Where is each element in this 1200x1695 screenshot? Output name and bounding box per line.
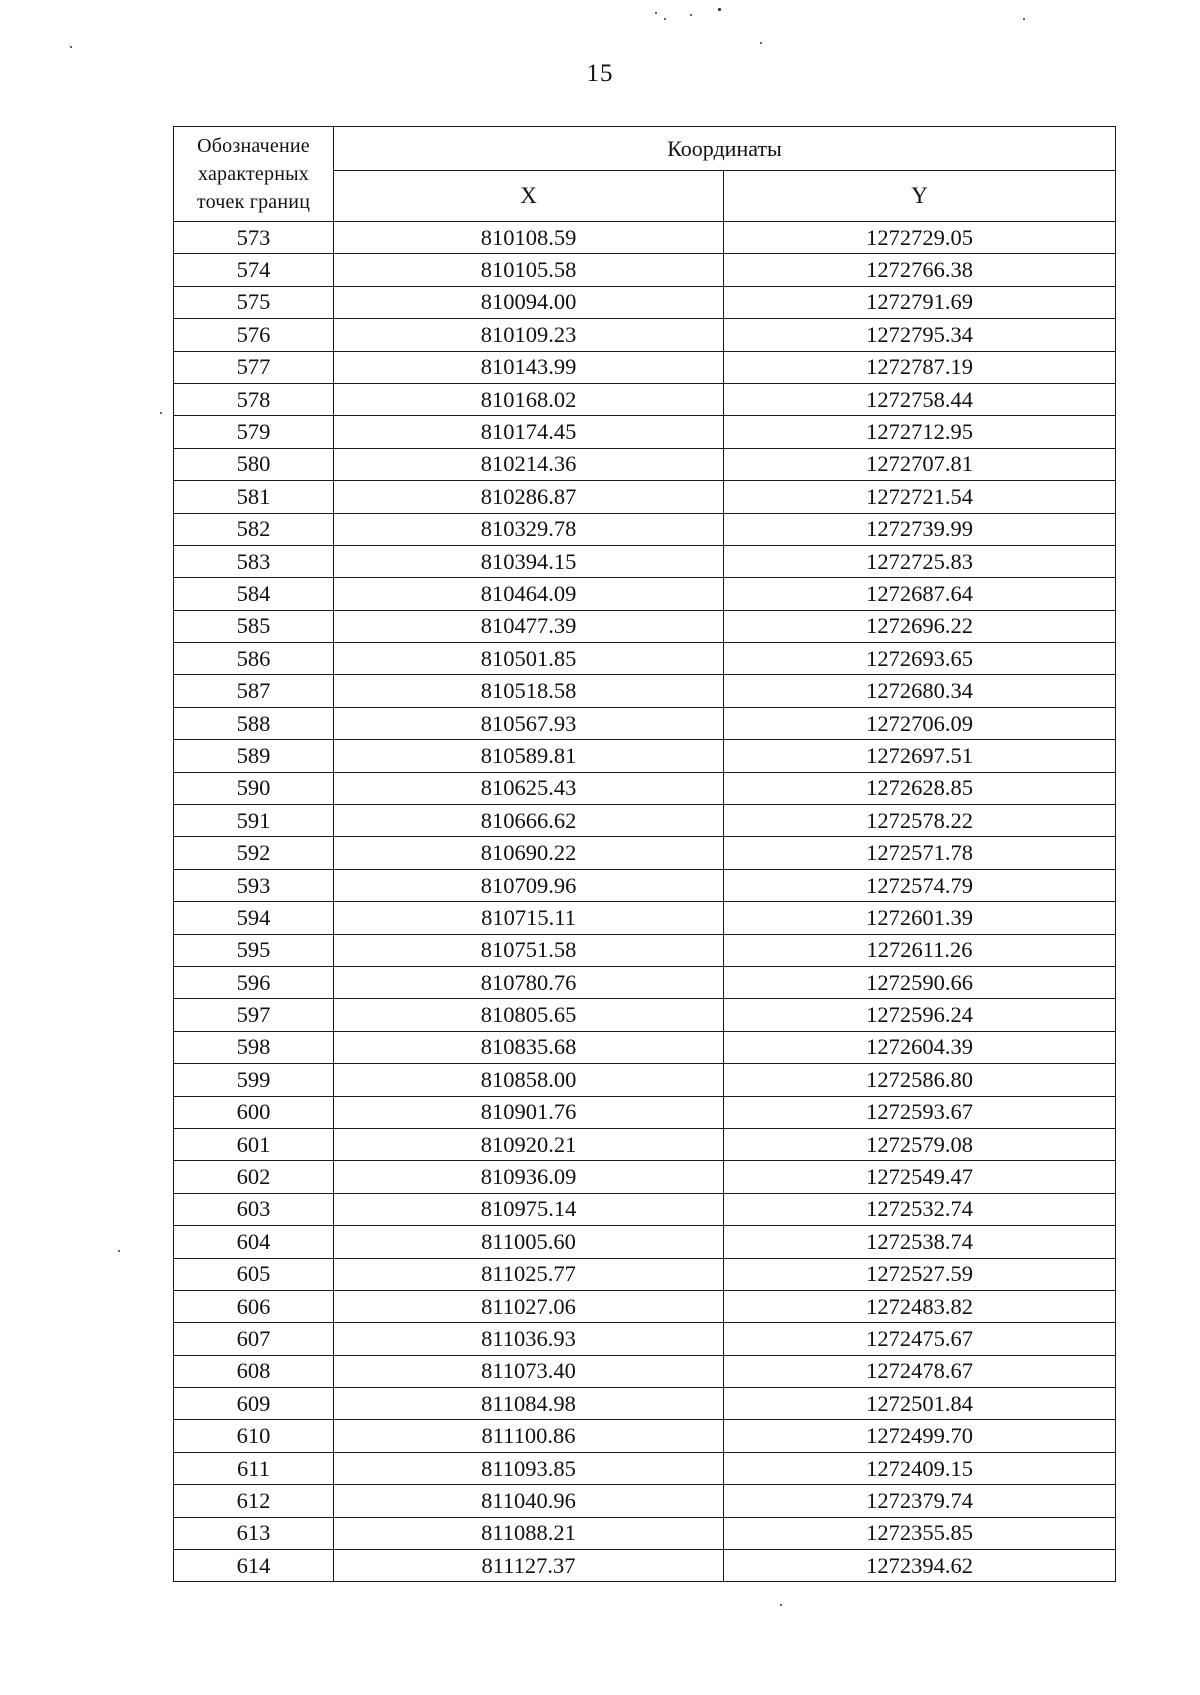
point-id-cell: 593 — [174, 869, 334, 901]
x-coordinate-cell: 810625.43 — [334, 772, 724, 804]
y-column-header: Y — [724, 171, 1116, 222]
x-coordinate-cell: 810168.02 — [334, 383, 724, 415]
table-row — [174, 999, 1116, 1031]
table-row — [174, 513, 1116, 545]
point-id-cell: 612 — [174, 1485, 334, 1517]
x-coordinate-cell: 810214.36 — [334, 448, 724, 480]
y-coordinate-cell: 1272590.66 — [724, 966, 1116, 998]
table-row — [174, 416, 1116, 448]
y-coordinate-cell: 1272766.38 — [724, 254, 1116, 286]
y-coordinate-cell: 1272527.59 — [724, 1258, 1116, 1290]
table-row — [174, 675, 1116, 707]
scan-speck — [690, 14, 692, 16]
y-coordinate-cell: 1272725.83 — [724, 545, 1116, 577]
x-coordinate-cell: 810780.76 — [334, 966, 724, 998]
y-coordinate-cell: 1272409.15 — [724, 1452, 1116, 1484]
y-coordinate-cell: 1272712.95 — [724, 416, 1116, 448]
table-row — [174, 286, 1116, 318]
x-coordinate-cell: 810975.14 — [334, 1193, 724, 1225]
x-coordinate-cell: 810464.09 — [334, 578, 724, 610]
point-designation-header: Обозначение характерных точек границ — [174, 127, 334, 222]
scan-speck — [780, 1604, 782, 1606]
point-id-cell: 583 — [174, 545, 334, 577]
table-row — [174, 319, 1116, 351]
table-row — [174, 1420, 1116, 1452]
table-row — [174, 772, 1116, 804]
point-id-cell: 587 — [174, 675, 334, 707]
table-row — [174, 1550, 1116, 1582]
y-coordinate-cell: 1272791.69 — [724, 286, 1116, 318]
x-coordinate-cell: 811093.85 — [334, 1452, 724, 1484]
x-column-header: X — [334, 171, 724, 222]
y-coordinate-cell: 1272706.09 — [724, 707, 1116, 739]
x-coordinate-cell: 811036.93 — [334, 1323, 724, 1355]
table-row — [174, 740, 1116, 772]
table-row — [174, 1161, 1116, 1193]
y-coordinate-cell: 1272758.44 — [724, 383, 1116, 415]
point-id-cell: 591 — [174, 805, 334, 837]
point-id-cell: 575 — [174, 286, 334, 318]
point-id-cell: 589 — [174, 740, 334, 772]
y-coordinate-cell: 1272586.80 — [724, 1064, 1116, 1096]
table-row — [174, 934, 1116, 966]
x-coordinate-cell: 811025.77 — [334, 1258, 724, 1290]
x-coordinate-cell: 810858.00 — [334, 1064, 724, 1096]
table-row — [174, 1064, 1116, 1096]
y-coordinate-cell: 1272696.22 — [724, 610, 1116, 642]
point-id-cell: 597 — [174, 999, 334, 1031]
table-row — [174, 254, 1116, 286]
y-coordinate-cell: 1272596.24 — [724, 999, 1116, 1031]
y-coordinate-cell: 1272739.99 — [724, 513, 1116, 545]
table-row — [174, 1517, 1116, 1549]
y-coordinate-cell: 1272729.05 — [724, 222, 1116, 254]
x-coordinate-cell: 810920.21 — [334, 1128, 724, 1160]
point-id-cell: 613 — [174, 1517, 334, 1549]
scan-speck — [160, 412, 162, 414]
x-coordinate-cell: 810690.22 — [334, 837, 724, 869]
page-number: 15 — [586, 60, 614, 87]
point-id-cell: 588 — [174, 707, 334, 739]
table-row — [174, 1226, 1116, 1258]
table-body — [174, 222, 1116, 1582]
y-coordinate-cell: 1272355.85 — [724, 1517, 1116, 1549]
scan-speck — [718, 8, 721, 11]
y-coordinate-cell: 1272707.81 — [724, 448, 1116, 480]
y-coordinate-cell: 1272483.82 — [724, 1290, 1116, 1322]
table-row — [174, 1031, 1116, 1063]
y-coordinate-cell: 1272601.39 — [724, 902, 1116, 934]
y-coordinate-cell: 1272687.64 — [724, 578, 1116, 610]
table-row — [174, 707, 1116, 739]
point-id-cell: 611 — [174, 1452, 334, 1484]
x-coordinate-cell: 811100.86 — [334, 1420, 724, 1452]
x-coordinate-cell: 811084.98 — [334, 1388, 724, 1420]
x-coordinate-cell: 811088.21 — [334, 1517, 724, 1549]
x-coordinate-cell: 810108.59 — [334, 222, 724, 254]
point-id-cell: 600 — [174, 1096, 334, 1128]
point-id-cell: 585 — [174, 610, 334, 642]
x-coordinate-cell: 810174.45 — [334, 416, 724, 448]
x-coordinate-cell: 811127.37 — [334, 1550, 724, 1582]
x-coordinate-cell: 810835.68 — [334, 1031, 724, 1063]
y-coordinate-cell: 1272571.78 — [724, 837, 1116, 869]
table-row — [174, 578, 1116, 610]
point-id-cell: 590 — [174, 772, 334, 804]
scan-speck — [655, 12, 657, 14]
table-row — [174, 222, 1116, 254]
y-coordinate-cell: 1272795.34 — [724, 319, 1116, 351]
table-row — [174, 448, 1116, 480]
point-id-cell: 607 — [174, 1323, 334, 1355]
y-coordinate-cell: 1272628.85 — [724, 772, 1116, 804]
x-coordinate-cell: 810751.58 — [334, 934, 724, 966]
scan-speck — [664, 18, 666, 20]
y-coordinate-cell: 1272538.74 — [724, 1226, 1116, 1258]
point-id-cell: 598 — [174, 1031, 334, 1063]
x-coordinate-cell: 810666.62 — [334, 805, 724, 837]
point-id-cell: 584 — [174, 578, 334, 610]
table-row — [174, 966, 1116, 998]
table-row — [174, 1290, 1116, 1322]
x-coordinate-cell: 811040.96 — [334, 1485, 724, 1517]
table-row — [174, 869, 1116, 901]
y-coordinate-cell: 1272604.39 — [724, 1031, 1116, 1063]
x-coordinate-cell: 811073.40 — [334, 1355, 724, 1387]
point-id-cell: 573 — [174, 222, 334, 254]
table-row — [174, 1355, 1116, 1387]
y-coordinate-cell: 1272379.74 — [724, 1485, 1116, 1517]
point-id-cell: 581 — [174, 481, 334, 513]
x-coordinate-cell: 810501.85 — [334, 643, 724, 675]
x-coordinate-cell: 810286.87 — [334, 481, 724, 513]
y-coordinate-cell: 1272499.70 — [724, 1420, 1116, 1452]
point-id-cell: 578 — [174, 383, 334, 415]
point-id-cell: 614 — [174, 1550, 334, 1582]
table-row — [174, 1258, 1116, 1290]
point-id-cell: 574 — [174, 254, 334, 286]
point-id-cell: 579 — [174, 416, 334, 448]
table-row — [174, 545, 1116, 577]
x-coordinate-cell: 810715.11 — [334, 902, 724, 934]
table-row — [174, 643, 1116, 675]
table-row — [174, 351, 1116, 383]
point-id-cell: 595 — [174, 934, 334, 966]
point-id-cell: 610 — [174, 1420, 334, 1452]
x-coordinate-cell: 810589.81 — [334, 740, 724, 772]
y-coordinate-cell: 1272693.65 — [724, 643, 1116, 675]
table-row — [174, 1485, 1116, 1517]
x-coordinate-cell: 810518.58 — [334, 675, 724, 707]
y-coordinate-cell: 1272475.67 — [724, 1323, 1116, 1355]
table-row — [174, 837, 1116, 869]
point-id-cell: 604 — [174, 1226, 334, 1258]
table-row — [174, 1096, 1116, 1128]
x-coordinate-cell: 810105.58 — [334, 254, 724, 286]
x-coordinate-cell: 811027.06 — [334, 1290, 724, 1322]
table-row — [174, 1323, 1116, 1355]
point-id-cell: 609 — [174, 1388, 334, 1420]
point-id-cell: 606 — [174, 1290, 334, 1322]
table-row — [174, 1193, 1116, 1225]
table-row — [174, 805, 1116, 837]
y-coordinate-cell: 1272593.67 — [724, 1096, 1116, 1128]
y-coordinate-cell: 1272611.26 — [724, 934, 1116, 966]
coordinates-table — [173, 126, 1116, 1582]
point-id-cell: 580 — [174, 448, 334, 480]
y-coordinate-cell: 1272721.54 — [724, 481, 1116, 513]
table-row — [174, 902, 1116, 934]
point-id-cell: 582 — [174, 513, 334, 545]
coordinates-header: Координаты — [334, 127, 1116, 171]
y-coordinate-cell: 1272478.67 — [724, 1355, 1116, 1387]
x-coordinate-cell: 810094.00 — [334, 286, 724, 318]
x-coordinate-cell: 810936.09 — [334, 1161, 724, 1193]
x-coordinate-cell: 810709.96 — [334, 869, 724, 901]
point-id-cell: 586 — [174, 643, 334, 675]
table-row — [174, 1128, 1116, 1160]
y-coordinate-cell: 1272501.84 — [724, 1388, 1116, 1420]
point-id-cell: 602 — [174, 1161, 334, 1193]
x-coordinate-cell: 810805.65 — [334, 999, 724, 1031]
x-coordinate-cell: 810109.23 — [334, 319, 724, 351]
table-row — [174, 481, 1116, 513]
y-coordinate-cell: 1272574.79 — [724, 869, 1116, 901]
point-id-cell: 601 — [174, 1128, 334, 1160]
y-coordinate-cell: 1272787.19 — [724, 351, 1116, 383]
scan-speck — [760, 42, 762, 44]
y-coordinate-cell: 1272697.51 — [724, 740, 1116, 772]
x-coordinate-cell: 810477.39 — [334, 610, 724, 642]
y-coordinate-cell: 1272578.22 — [724, 805, 1116, 837]
x-coordinate-cell: 810329.78 — [334, 513, 724, 545]
y-coordinate-cell: 1272549.47 — [724, 1161, 1116, 1193]
table-row — [174, 610, 1116, 642]
y-coordinate-cell: 1272579.08 — [724, 1128, 1116, 1160]
scan-speck — [118, 1250, 120, 1252]
point-id-cell: 594 — [174, 902, 334, 934]
y-coordinate-cell: 1272680.34 — [724, 675, 1116, 707]
x-coordinate-cell: 810143.99 — [334, 351, 724, 383]
table-header — [174, 127, 1116, 222]
point-id-cell: 577 — [174, 351, 334, 383]
point-id-cell: 576 — [174, 319, 334, 351]
x-coordinate-cell: 810901.76 — [334, 1096, 724, 1128]
table-row — [174, 1452, 1116, 1484]
table-row — [174, 1388, 1116, 1420]
point-id-cell: 603 — [174, 1193, 334, 1225]
table-row — [174, 383, 1116, 415]
y-coordinate-cell: 1272532.74 — [724, 1193, 1116, 1225]
x-coordinate-cell: 810394.15 — [334, 545, 724, 577]
point-id-cell: 596 — [174, 966, 334, 998]
point-id-cell: 605 — [174, 1258, 334, 1290]
x-coordinate-cell: 811005.60 — [334, 1226, 724, 1258]
scan-speck — [1023, 18, 1025, 20]
point-id-cell: 608 — [174, 1355, 334, 1387]
y-coordinate-cell: 1272394.62 — [724, 1550, 1116, 1582]
x-coordinate-cell: 810567.93 — [334, 707, 724, 739]
point-id-cell: 599 — [174, 1064, 334, 1096]
point-id-cell: 592 — [174, 837, 334, 869]
scan-speck — [70, 46, 72, 48]
